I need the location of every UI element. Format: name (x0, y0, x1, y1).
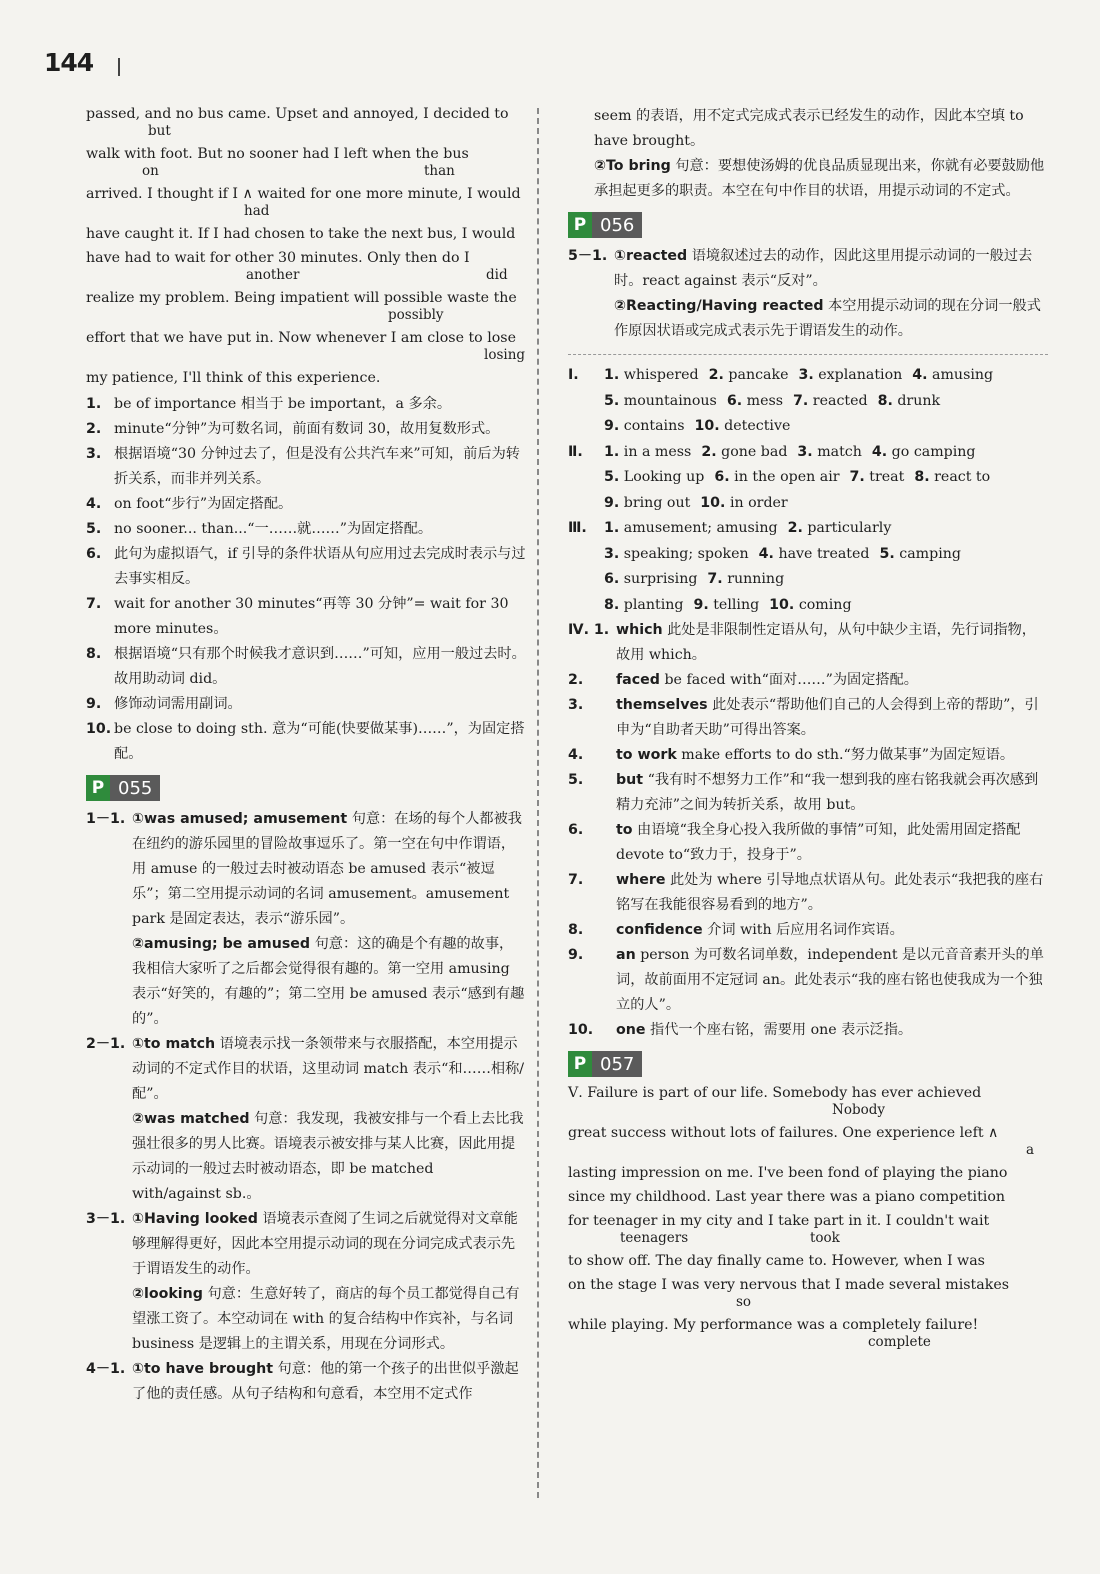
answer-label: ②To bring (594, 158, 671, 174)
item-answer: pancake (723, 367, 789, 383)
explanation: person 为可数名词单数，independent 是以元音音素开头的单词，故前面用不定冠词 an。此处表示“我的座右铭也使我成为一个独立的人”。 (616, 947, 1044, 1013)
note-text (132, 1207, 526, 1282)
item-answer: Looking up (619, 469, 705, 485)
note-number: Ⅳ. 1. (568, 622, 610, 638)
note-text (132, 807, 526, 932)
roman-numeral: Ⅰ. (568, 367, 579, 383)
note-text (616, 918, 1048, 943)
item-answer: react to (929, 469, 991, 485)
correction: Nobody (832, 1102, 885, 1118)
note-number: 8. (568, 922, 584, 938)
passage-text: realize my problem. Being impatient will possible waste the (86, 290, 517, 306)
answer-label: themselves (616, 697, 708, 713)
passage-text: on the stage I was very nervous that I made several mistakes (568, 1277, 1009, 1293)
note-item (86, 592, 526, 642)
badge-letter: P (568, 212, 592, 238)
answer-label: ①Having looked (132, 1211, 258, 1227)
item-answer: mess (742, 392, 784, 409)
explanation: 语境叙述过去的动作，因此这里用提示动词的一般过去时。react against 表示“反对”。 (614, 248, 1033, 289)
note-item (568, 818, 1048, 868)
note-text (132, 1282, 526, 1357)
answer-label: to (616, 822, 633, 838)
answer-row (568, 389, 1048, 415)
passage-text: Ⅴ. Failure is part of our life. Somebody has ever achieved (568, 1085, 982, 1101)
note-text (132, 932, 526, 1032)
note-number: 3. (86, 446, 102, 462)
item-number: 3. (798, 367, 814, 383)
note-number: 7. (568, 872, 584, 888)
note-item (568, 943, 1048, 1018)
note-text (594, 104, 1048, 154)
explanation: 根据语境“只有那个时候我才意识到……”可知，应用一般过去时。故用助动词 did。 (114, 646, 526, 687)
answer-label: to work (616, 747, 677, 763)
section-iv-answers (568, 618, 1048, 1043)
section-056-answers (568, 244, 1048, 344)
passage-text: while playing. My performance was a completely failure! (568, 1317, 979, 1333)
note-number: 3－1. (86, 1211, 126, 1227)
item-number: 7. (793, 392, 809, 409)
note-number: 7. (86, 596, 102, 612)
item-answer: whispered (619, 367, 699, 383)
passage-line (568, 1211, 1048, 1246)
passage-line (568, 1123, 1048, 1158)
note-item (568, 918, 1048, 943)
note-item (86, 542, 526, 592)
item-answer: drunk (892, 392, 941, 409)
answer-label: ①to match (132, 1036, 216, 1052)
explanation: 此处是非限制性定语从句，从句中缺少主语，先行词指物，故用 which。 (616, 622, 1036, 663)
badge-letter: P (568, 1051, 592, 1077)
correction: on (142, 163, 159, 179)
section-badge-056 (568, 212, 642, 238)
explanation: 此处表示“帮助他们自己的人会得到上帝的帮助”，引申为“自助者天助”可得出答案。 (616, 697, 1039, 738)
note-text (114, 392, 526, 417)
explanation: 句意：他的第一个孩子的出世似乎激起了他的责任感。从句子结构和句意看，本空用不定式作 (132, 1361, 519, 1402)
item-number: 3. (797, 443, 813, 460)
note-item (568, 768, 1048, 818)
note-text (114, 442, 526, 492)
explanation: 介词 with 后应用名词作宾语。 (707, 922, 904, 938)
answer-label: ②amusing; be amused (132, 936, 311, 952)
correction: another (246, 267, 300, 283)
answer-label: ①was amused; amusement (132, 811, 348, 827)
note-number: 3. (568, 697, 584, 713)
passage-text: have had to wait for other 30 minutes. Only then do I (86, 250, 470, 266)
passage-line (568, 1275, 1048, 1310)
note-number (86, 1107, 132, 1207)
passage-text: my patience, I'll think of this experience. (86, 370, 381, 386)
note-text (132, 1357, 526, 1407)
answer-row (568, 363, 1048, 389)
answer-label: where (616, 872, 666, 888)
item-number: 6. (714, 469, 730, 485)
badge-number: 055 (110, 775, 160, 801)
explanation: be close to doing sth. 意为“可能(快要做某事)……”，为固定搭配。 (114, 721, 525, 762)
explanation: seem 的表语，用不定式完成式表示已经发生的动作，因此本空填 to have brought。 (594, 108, 1024, 149)
note-text (616, 668, 1048, 693)
note-number: 6. (568, 822, 584, 838)
note-number: 10. (86, 721, 112, 737)
explanation: 句意：在场的每个人都被我在纽约的游乐园里的冒险故事逗乐了。第一空在句中作谓语，用 amuse 的一般过去时被动语态 be amused 表示“被逗乐”；第二空用提示动词的名词 amusement。amusement park 是固定表达，表示“游乐园”。 (132, 811, 522, 927)
answer-row (568, 516, 1048, 542)
answer-row (568, 593, 1048, 619)
item-number: 10. (769, 596, 795, 613)
passage-text: passed, and no bus came. Upset and annoyed, I decided to (86, 106, 509, 122)
note-item (86, 642, 526, 692)
note-text (114, 492, 526, 517)
note-text (616, 868, 1048, 918)
explanation: 句意：生意好转了，商店的每个员工都觉得自己有望涨工资了。本空动词在 with 的复合结构中作宾补，与名词 business 是逻辑上的主谓关系，用现在分词形式。 (132, 1286, 520, 1352)
item-number: 2. (701, 443, 717, 460)
correction: did (486, 267, 508, 283)
item-answer: match (812, 443, 862, 460)
dashed-separator (568, 354, 1048, 355)
explanation: 由语境“我全身心投入我所做的事情”可知，此处需用固定搭配 devote to“致力于，投身于”。 (616, 822, 1021, 863)
explanation: 指代一个座右铭，需要用 one 表示泛指。 (650, 1022, 913, 1038)
note-item (86, 517, 526, 542)
note-number: 2－1. (86, 1036, 126, 1052)
note-number: 9. (86, 696, 102, 712)
roman-numeral: Ⅱ. (568, 443, 583, 460)
note-item (86, 442, 526, 492)
note-number: 8. (86, 646, 102, 662)
note-item (86, 417, 526, 442)
note-item (568, 104, 1048, 154)
correction: complete (868, 1334, 931, 1350)
answer-row (568, 567, 1048, 593)
note-item (86, 932, 526, 1032)
item-answer: explanation (813, 367, 903, 383)
note-number: 4. (86, 496, 102, 512)
passage-text: walk with foot. But no sooner had I left when the bus (86, 146, 469, 162)
passage-text: lasting impression on me. I've been fond of playing the piano (568, 1165, 1008, 1181)
note-number (86, 1282, 132, 1357)
note-number: 1－1. (86, 811, 126, 827)
item-number: 7. (849, 469, 865, 485)
note-item (568, 743, 1048, 768)
passage-line (86, 184, 526, 219)
item-number: 6. (604, 571, 620, 587)
correction: had (244, 203, 270, 219)
note-text (616, 693, 1048, 743)
correction: teenagers (620, 1230, 689, 1246)
note-text (114, 592, 526, 642)
answer-label: ②was matched (132, 1111, 250, 1127)
roman-numeral: Ⅲ. (568, 520, 587, 536)
page-number-bar (118, 58, 120, 76)
item-answer: amusing (927, 367, 994, 383)
explanation: on foot“步行”为固定搭配。 (114, 496, 293, 512)
note-item (86, 392, 526, 417)
correction: so (736, 1294, 752, 1310)
note-item (568, 154, 1048, 204)
item-number: 5. (879, 545, 895, 562)
badge-number: 057 (592, 1051, 642, 1077)
explanation: 此处为 where 引导地点状语从句。此处表示“我把我的座右铭写在我能很容易看到的地方”。 (616, 872, 1044, 913)
item-answer: detective (719, 418, 791, 434)
item-number: 4. (758, 545, 774, 562)
section-v-passage (568, 1083, 1048, 1350)
badge-letter: P (86, 775, 110, 801)
item-number: 10. (700, 494, 726, 511)
item-answer: bring out (619, 494, 691, 511)
explanation: 句意：我发现，我被安排与一个看上去比我强壮很多的男人比赛。语境表示被安排与某人比赛，因此用提示动词的一般过去时被动语态，即 be matched with/against sb.。 (132, 1111, 524, 1202)
note-text (614, 244, 1048, 294)
answer-label: but (616, 772, 644, 788)
explanation: 语境表示查阅了生词之后就觉得对文章能够理解得更好，因此本空用提示动词的现在分词完成式表示先于谓语发生的动作。 (132, 1211, 518, 1277)
note-number: 4. (568, 747, 584, 763)
passage-line (86, 288, 526, 323)
correction: possibly (388, 307, 444, 323)
note-number: 6. (86, 546, 102, 562)
correction: took (810, 1230, 840, 1246)
note-text (114, 542, 526, 592)
note-text (132, 1032, 526, 1107)
item-number: 7. (707, 571, 723, 587)
section-badge-055 (86, 775, 160, 801)
note-item (568, 668, 1048, 693)
answer-label: which (616, 622, 663, 638)
explanation: 语境表示找一条领带来与衣服搭配，本空用提示动词的不定式作目的状语，这里动词 match 表示“和……相称/配”。 (132, 1036, 525, 1102)
item-answer: mountainous (619, 392, 717, 409)
item-answer: amusement; amusing (619, 520, 778, 536)
note-item (86, 1032, 526, 1107)
answer-row (568, 414, 1048, 440)
note-text (114, 417, 526, 442)
note-item (86, 807, 526, 932)
item-answer: coming (794, 596, 852, 613)
item-number: 5. (604, 469, 620, 485)
note-number: 9. (568, 947, 584, 963)
note-item (86, 717, 526, 767)
note-text (132, 1107, 526, 1207)
note-item (86, 692, 526, 717)
note-text (114, 717, 526, 767)
item-number: 4. (912, 367, 928, 383)
passage-text: great success without lots of failures. One experience left ∧ (568, 1125, 999, 1141)
explanation: make efforts to do sth.“努力做某事”为固定短语。 (681, 747, 1015, 763)
passage-line (86, 144, 526, 179)
item-answer: contains (619, 418, 685, 434)
note-text (614, 294, 1048, 344)
note-text (616, 1018, 1048, 1043)
correction-passage (86, 104, 526, 388)
note-item (86, 1107, 526, 1207)
note-item (86, 492, 526, 517)
note-text (616, 743, 1048, 768)
note-item (568, 618, 1048, 668)
note-text (616, 818, 1048, 868)
answer-label: ①to have brought (132, 1361, 274, 1377)
item-number: 9. (693, 596, 709, 613)
item-number: 9. (604, 418, 620, 434)
item-number: 8. (877, 392, 893, 409)
passage-text: since my childhood. Last year there was a piano competition (568, 1189, 1006, 1205)
item-number: 8. (914, 469, 930, 485)
passage-line (86, 104, 526, 139)
passage-line (86, 224, 526, 244)
explanation: 本空用提示动词的现在分词一般式作原因状语或完成式表示先于谓语发生的动作。 (614, 298, 1041, 339)
answer-row (568, 465, 1048, 491)
item-answer: have treated (773, 545, 870, 562)
item-number: 5. (604, 392, 620, 409)
note-item (568, 1018, 1048, 1043)
passage-line (568, 1251, 1048, 1271)
correction: but (148, 123, 171, 139)
explanation: 句意：要想使汤姆的优良品质显现出来，你就有必要鼓励他承担起更多的职责。本空在句中作目的状语，用提示动词的不定式。 (594, 158, 1045, 199)
item-number: 2. (787, 520, 803, 536)
passage-line (86, 328, 526, 363)
correction: than (424, 163, 455, 179)
passage-text: for teenager in my city and I take part in it. I couldn't wait (568, 1213, 990, 1229)
passage-line (568, 1315, 1048, 1350)
item-answer: running (722, 571, 785, 587)
note-text (594, 154, 1048, 204)
item-number: 6. (726, 392, 743, 409)
section-055-answers (86, 807, 526, 1407)
section-055-continued (568, 104, 1048, 204)
answer-key (568, 363, 1048, 618)
item-answer: go camping (887, 443, 976, 460)
item-answer: speaking; spoken (619, 545, 749, 562)
item-answer: surprising (619, 571, 698, 587)
note-number: 10. (568, 1022, 594, 1038)
item-number: 1. (604, 520, 620, 536)
item-answer: in the open air (729, 469, 840, 485)
explanation: wait for another 30 minutes“再等 30 分钟”= wait for 30 more minutes。 (114, 596, 509, 637)
note-number: 4－1. (86, 1361, 126, 1377)
answer-label: an (616, 947, 636, 963)
note-item (86, 1357, 526, 1407)
note-number: 2. (86, 421, 102, 437)
page-number: 144 (44, 48, 94, 77)
item-answer: particularly (802, 520, 892, 536)
item-number: 9. (604, 494, 620, 511)
correction: a (1026, 1142, 1035, 1158)
note-number (568, 154, 594, 204)
item-number: 2. (708, 367, 724, 383)
answer-label: ②looking (132, 1286, 203, 1302)
passage-line (568, 1187, 1048, 1207)
note-text (616, 768, 1048, 818)
item-answer: telling (708, 596, 760, 613)
passage-text: effort that we have put in. Now whenever I am close to lose (86, 330, 516, 346)
item-answer: gone bad (716, 443, 788, 460)
passage-line (568, 1163, 1048, 1183)
note-number: 5－1. (568, 248, 608, 264)
note-text (616, 618, 1048, 668)
item-number: 10. (694, 418, 720, 434)
item-answer: treat (864, 469, 905, 485)
note-text (616, 943, 1048, 1018)
explanation: 句意：这的确是个有趣的故事，我相信大家听了之后都会觉得很有趣的。第一空用 amusing 表示“好笑的，有趣的”；第二空用 be amused 表示“感到有趣的”。 (132, 936, 525, 1027)
explanation: be faced with“面对……”为固定搭配。 (664, 672, 918, 688)
item-answer: planting (619, 596, 684, 613)
answer-label: one (616, 1022, 646, 1038)
note-text (114, 517, 526, 542)
correction: losing (484, 347, 526, 363)
explanation: no sooner... than...“一……就……”为固定搭配。 (114, 521, 433, 537)
item-number: 1. (604, 443, 620, 460)
note-number: 2. (568, 672, 584, 688)
note-number: 5. (86, 521, 102, 537)
passage-text: have caught it. If I had chosen to take the next bus, I would (86, 226, 516, 242)
answer-row (568, 491, 1048, 517)
item-answer: camping (894, 545, 961, 562)
item-answer: in order (725, 494, 788, 511)
badge-number: 056 (592, 212, 642, 238)
explanation: 根据语境“30 分钟过去了，但是没有公共汽车来”可知，前后为转折关系，而非并列关系。 (114, 446, 520, 487)
answer-label: faced (616, 672, 660, 688)
left-column (86, 104, 526, 1407)
explanation: 修饰动词需用副词。 (114, 696, 242, 712)
explanation: minute“分钟”为可数名词，前面有数词 30，故用复数形式。 (114, 421, 500, 437)
note-item (568, 693, 1048, 743)
item-number: 3. (604, 545, 620, 562)
passage-line (86, 248, 526, 283)
answer-row (568, 542, 1048, 568)
passage-text: to show off. The day finally came to. However, when I was (568, 1253, 985, 1269)
note-number (568, 294, 614, 344)
item-number: 1. (604, 367, 620, 383)
note-number (86, 932, 132, 1032)
note-number: 5. (568, 772, 584, 788)
answer-row (568, 440, 1048, 466)
note-item (568, 294, 1048, 344)
answer-label: ②Reacting/Having reacted (614, 298, 824, 314)
note-number: 1. (86, 396, 102, 412)
note-item (86, 1207, 526, 1282)
note-item (568, 244, 1048, 294)
column-divider (537, 108, 539, 1498)
item-number: 4. (871, 443, 888, 460)
explanation: be of importance 相当于 be important，a 多余。 (114, 396, 452, 412)
note-text (114, 692, 526, 717)
note-text (114, 642, 526, 692)
passage-line (568, 1083, 1048, 1118)
note-item (568, 868, 1048, 918)
correction-notes (86, 392, 526, 767)
item-answer: reacted (808, 392, 868, 409)
answer-label: ①reacted (614, 248, 688, 264)
right-column (568, 104, 1048, 1355)
explanation: 此句为虚拟语气，if 引导的条件状语从句应用过去完成时表示与过去事实相反。 (114, 546, 526, 587)
item-answer: in a mess (619, 443, 692, 460)
answer-label: confidence (616, 922, 703, 938)
explanation: “我有时不想努力工作”和“我一想到我的座右铭我就会再次感到精力充沛”之间为转折关系，故用 but。 (616, 772, 1039, 813)
note-number (568, 104, 594, 154)
passage-text: arrived. I thought if I ∧ waited for one more minute, I would (86, 186, 521, 202)
item-number: 8. (604, 596, 620, 613)
passage-line (86, 368, 526, 388)
note-item (86, 1282, 526, 1357)
section-badge-057 (568, 1051, 642, 1077)
